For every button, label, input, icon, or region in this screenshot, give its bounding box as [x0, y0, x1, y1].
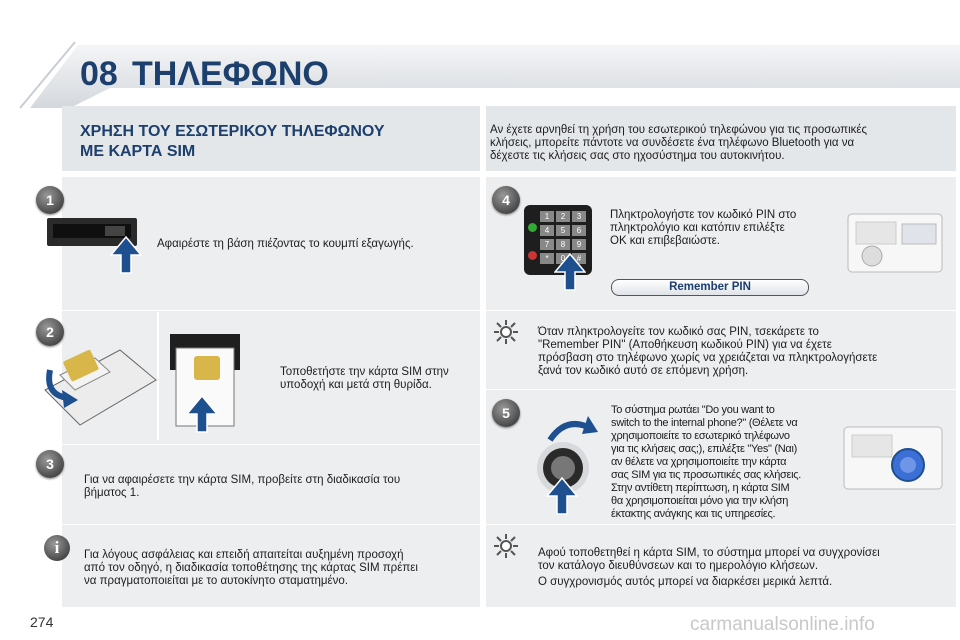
- intro-panel: [486, 106, 956, 171]
- step-5-badge: 5: [492, 399, 520, 427]
- info-icon: i: [44, 535, 70, 561]
- divider: [486, 389, 956, 390]
- keypad-key: #: [572, 253, 586, 264]
- intro-line1: Αν έχετε αρνηθεί τη χρήση του εσωτερικού τηλεφώνου για τις προσωπικές: [490, 124, 868, 136]
- step-5-text-line7: Στην αντίθετη περίπτωση, η κάρτα SIM: [611, 482, 790, 494]
- step-5-text-line8: θα χρησιμοποιείται μόνο για την κλήση: [611, 495, 789, 507]
- step-4-text-line3: OK και επιβεβαιώστε.: [610, 235, 720, 247]
- step-4-badge: 4: [492, 186, 520, 214]
- keypad-key: 7: [540, 239, 554, 250]
- up-arrow-icon: [186, 394, 218, 434]
- section-title-panel: [62, 106, 480, 171]
- intro-line3: δέχεστε τις κλήσεις σας στο ηχοσύστημα του αυτοκινήτου.: [490, 150, 785, 162]
- step-4-text-line1: Πληκτρολογήστε τον κωδικό PIN στο: [610, 209, 797, 221]
- keypad-key: 1: [540, 211, 554, 222]
- step-3-text-line1: Για να αφαιρέσετε την κάρτα SIM, προβείτε στη διαδικασία του: [84, 474, 401, 486]
- page-number: 274: [30, 614, 54, 630]
- radio-unit-illustration: [846, 212, 944, 274]
- step-5-text-line1: Το σύστημα ρωτάει "Do you want to: [611, 404, 775, 416]
- divider: [486, 310, 956, 311]
- tip-icon: [492, 532, 520, 560]
- tip1-line1: Όταν πληκτρολογείτε τον κωδικό σας PIN, τσεκάρετε το: [538, 326, 819, 338]
- keypad-key: 5: [556, 225, 570, 236]
- up-arrow-icon: [110, 235, 142, 275]
- chapter-number: 08: [80, 55, 118, 93]
- remember-pin-label: Remember PIN: [669, 281, 751, 293]
- step-5-text-line4: για τις κλήσεις σας;), επιλέξτε "Yes" (Ναι): [611, 443, 797, 455]
- watermark: carmanualsonline.info: [690, 614, 875, 635]
- step-5-text-line3: χρησιμοποιείτε το εσωτερικό τηλέφωνο: [611, 430, 790, 442]
- keypad-key: 0: [556, 253, 570, 264]
- keypad-key: 9: [572, 239, 586, 250]
- keypad-key: *: [540, 253, 554, 264]
- keypad-key: 8: [556, 239, 570, 250]
- info-note-line1: Για λόγους ασφάλειας και επειδή απαιτείται αυξημένη προσοχή: [84, 549, 404, 561]
- step-3-badge: 3: [36, 450, 64, 478]
- up-arrow-icon: [554, 252, 586, 292]
- tip2-line3: Ο συγχρονισμός αυτός μπορεί να διαρκέσει μερικά λεπτά.: [538, 576, 833, 588]
- section-title-line1: ΧΡΗΣΗ ΤΟΥ ΕΣΩΤΕΡΙΚΟΥ ΤΗΛΕΦΩΝΟΥ: [80, 123, 385, 140]
- step-4-text-line2: πληκτρολόγιο και κατόπιν επιλέξτε: [610, 222, 785, 234]
- call-key-icon: [528, 223, 537, 232]
- tip1-line3: πρόσβαση στο τηλέφωνο χωρίς να χρειάζεται να πληκτρολογήσετε: [538, 352, 878, 364]
- step-5-text-line5: αν θέλετε να χρησιμοποιείτε την κάρτα: [611, 456, 787, 468]
- section-title-line2: ΜΕ ΚΑΡΤΑ SIM: [80, 143, 196, 160]
- divider: [62, 444, 480, 445]
- divider: [62, 524, 480, 525]
- step-1-text: Αφαιρέστε τη βάση πιέζοντας το κουμπί εξαγωγής.: [157, 238, 414, 250]
- info-note-line2: από τον οδηγό, η διαδικασία τοποθέτησης της κάρτας SIM πρέπει: [84, 562, 418, 574]
- chapter-title: ΤΗΛΕΦΩΝΟ: [132, 55, 329, 93]
- step-2-text-line2: υποδοχή και μετά στη θυρίδα.: [280, 379, 432, 391]
- step-2-badge: 2: [36, 318, 64, 346]
- hangup-key-icon: [528, 251, 537, 260]
- down-arrow-icon: [546, 476, 578, 516]
- keypad-key: 4: [540, 225, 554, 236]
- step-1-badge: 1: [36, 186, 64, 214]
- tip1-line2: "Remember PIN" (Αποθήκευση κωδικού PIN) για να έχετε: [538, 339, 832, 351]
- keypad-key: 6: [572, 225, 586, 236]
- sim-card-insert-illustration: [40, 330, 158, 430]
- divider: [486, 524, 956, 525]
- info-note-line3: να πραγματοποιείται με το αυτοκίνητο σταματημένο.: [84, 575, 349, 587]
- tip1-line4: ξανά τον κωδικό αυτό σε επόμενη χρήση.: [538, 365, 749, 377]
- step-3-text-line2: βήματος 1.: [84, 487, 140, 499]
- step-5-text-line9: έκτακτης ανάγκης και τις υπηρεσίες.: [611, 508, 776, 520]
- step-5-text-line6: σας SIM για τις προσωπικές σας κλήσεις.: [611, 469, 802, 481]
- tip2-line2: τον κατάλογο διευθύνσεων και το ημερολόγιο κλήσεων.: [538, 560, 819, 572]
- step-2-text-line1: Τοποθετήστε την κάρτα SIM στην: [280, 366, 449, 378]
- step-5-text-line2: switch to the internal phone?" (Θέλετε να: [611, 417, 798, 429]
- radio-unit-illustration: [842, 425, 944, 491]
- keypad-key: 3: [572, 211, 586, 222]
- divider: [62, 310, 480, 311]
- chapter-header: [0, 0, 960, 110]
- tip-icon: [492, 318, 520, 346]
- intro-line2: κλήσεις, μπορείτε πάντοτε να συνδέσετε ένα τηλέφωνο Bluetooth για να: [490, 137, 855, 149]
- keypad-key: 2: [556, 211, 570, 222]
- tip2-line1: Αφού τοποθετηθεί η κάρτα SIM, το σύστημα μπορεί να συγχρονίσει: [538, 547, 880, 559]
